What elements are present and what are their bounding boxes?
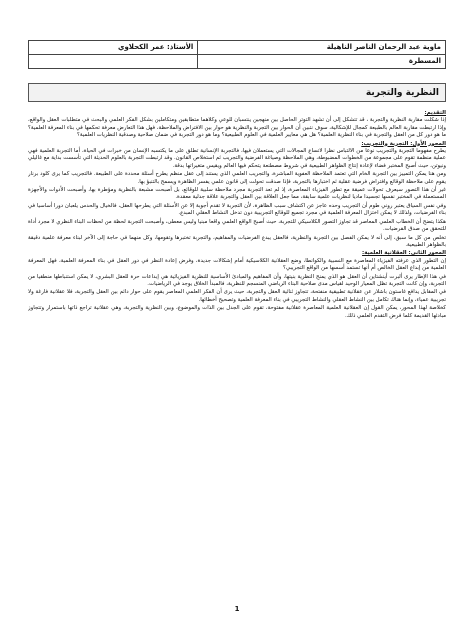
axis1-heading: المحور الأول: التجربة والتجريب: [361,140,446,147]
document-body [28,110,446,578]
supervisor-label: المسطرة [198,55,446,69]
header-row-1 [29,41,446,55]
header-table [28,40,446,69]
paragraph: ومن هنا يمكن التمييز بين التجربة الخام التي تعتمد الملاحظة العفوية المباشرة، والتجريب العلمي الذي يستند إلى عقل منظم يطرح أسئلة محددة على الطبيعة. فالتجريب كما يرى كلود برنار يقوم على ملاحظة الوقائع وافتراض فرضية عقلية ثم اختبارها بالتجربة، فإذا صدقت تحولت إلى قانون علمي يفسر الظاهرة ويسمح بالتنبؤ بها. [28,171,446,185]
intro-heading: التقديم: [424,110,446,116]
header-row-2 [29,55,446,69]
header-empty-cell [29,55,198,69]
paragraph: غير أن هذا التصور سيعرف تحولات عميقة مع تطور الفيزياء المعاصرة، إذ لم تعد التجربة مجرد ملاحظة سلبية للوقائع، بل أصبحت مشبعة بالنظرية ومؤطرة بها، وأصبحت الأدوات والأجهزة المستعملة في المختبر نفسها تجسيدا ماديا لنظريات علمية سابقة، مما جعل العلاقة بين العقل والتجربة علاقة جدلية معقدة. [28,187,446,201]
page-number: 1 [234,605,240,613]
document-title: النظرية والتجربة [365,87,439,98]
document-title-box [28,83,446,102]
paragraph: هكذا يتضح أن الخطاب العلمي المعاصر قد تجاوز التصور الكلاسيكي للتجربة، حيث أصبح الواقع العلمي واقعا مبنيا وليس معطى، وأصبحت التجربة لحظة من لحظات البناء النظري لا مجرد أداة للتحقق من صدق الفرضيات. [28,218,446,233]
paragraph: إن التطور الذي عرفته الفيزياء المعاصرة مع النسبية والكوانطا، وضع العقلانية الكلاسيكية أمام إشكالات جديدة، وفرض إعادة النظر في دور العقل في بناء المعرفة العلمية، فهل المعرفة العلمية من إبداع العقل الخالص أم أنها تستمد أسسها من الواقع التجريبي؟ [28,257,446,272]
paragraph: كخلاصة لهذا المحور، يمكن القول إن العقلانية العلمية المعاصرة عقلانية مفتوحة، تقوم على الجدل بين الذات والموضوع، وبين النظرية والتجربة، وهي عقلانية تراجع ذاتها باستمرار وتتجاوز مبادئها القديمة كلما فرض التقدم العلمي ذلك. [28,305,446,319]
teacher-label: الأستاذ: عمر الكحلاوي [29,41,198,55]
axis2-heading: المحور الثاني: العقلانية العلمية: [362,250,446,257]
paragraph: تخلص من كل ما سبق، إلى أنه لا يمكن الفصل بين التجربة والنظرية، فالعقل يبدع الفرضيات والمفاهيم، والتجربة تختبرها وتقومها، وكل منهما في حاجة إلى الآخر لبناء معرفة علمية دقيقة بالظواهر الطبيعية. [28,234,446,248]
paragraph: وفي نفس السياق يعتبر روني طوم أن التجريب وحده عاجز عن اكتشاف سبب الظاهرة، لأن التجربة لا تقدم أجوبة إلا عن الأسئلة التي يطرحها العقل، فالخيال والحدس يلعبان دورا أساسيا في بناء الفرضيات، ولذلك لا يمكن اختزال المعرفة العلمية في مجرد تجميع للوقائع التجريبية دون تدخل النشاط العقلي المبدع. [28,202,446,217]
paragraph: إذا شكلت مقاربة النظرية والتجربة ، قد تتشكل إلى أن تشهد التوتر الحاصل بين منهجين ينتسبان للوعي وكلاهما متطابقين ومتكاملين بشكل الفكر العلمي والبحث في متطلبات العقل والواقع، وإذا ارتبطت مقاربة العالم بالطبيعة كمجال للإشكالية، سوف نتبين أن الحوار بين التجربة والنظرية هو حوار بين الافتراض والملاحظة، فهل هذا التعارض معرفة تحكمها في بناء المعرفة العلمية؟ ما هو دور كل من العقل والتجربة في بناء النظرية العلمية؟ هل هي معايير العلمية في العلوم الطبيعية؟ وما هو دور التجربة في ضمان صلاحية وصدقية النظريات العلمية؟ [28,117,446,139]
paragraph: يطرح مفهوما التجربة والتجريب نوعا من الالتباس نظرا لاتساع المجالات التي يستعملان فيها، فالتجربة الإنسانية تطلق على ما يكتسبه الإنسان من خبرات في الحياة، أما التجربة العلمية فهي عملية منظمة تقوم على مجموعة من الخطوات المضبوطة، وهي الملاحظة وصياغة الفرضية والتجريب ثم استخلاص القانون. وقد ارتبطت التجربة بالعلوم الحديثة التي تأسست بداية مع غاليلي ونيوتن، حيث أصبح المختبر فضاء لإعادة إنتاج الظواهر الطبيعية في شروط مصطنعة يتحكم فيها العالم ويقيس متغيراتها بدقة. [28,148,446,169]
student-name: ماوية عبد الرحمان الناصر الناهيلة [198,41,446,55]
paragraph: في المقابل يدافع غاستون باشلار عن عقلانية تطبيقية منفتحة، تتجاوز ثنائية العقل والتجربة، حيث يرى أن الفكر العلمي المعاصر يقوم على حوار دائم بين العقل والتجربة، فلا عقلانية فارغة ولا تجريبية عمياء، وإنما هناك تكامل بين النشاط العقلي والنشاط التجريبي في بناء المعرفة العلمية وتصحيح أخطائها. [28,289,446,303]
paragraph: في هذا الإطار يرى ألبرت أينشتاين أن العقل هو الذي يمنح النظرية بنيتها، وأن المفاهيم والمبادئ الأساسية للنظرية الفيزيائية هي إبداعات حرة للعقل البشري، لا يمكن استنباطها منطقيا من التجربة، وإن كانت التجربة تظل المعيار الوحيد لقياس مدى صلاحية البناء الرياضي المنسجم للنظرية، فالمبدأ الخلاق يوجد في الرياضيات. [28,273,446,287]
